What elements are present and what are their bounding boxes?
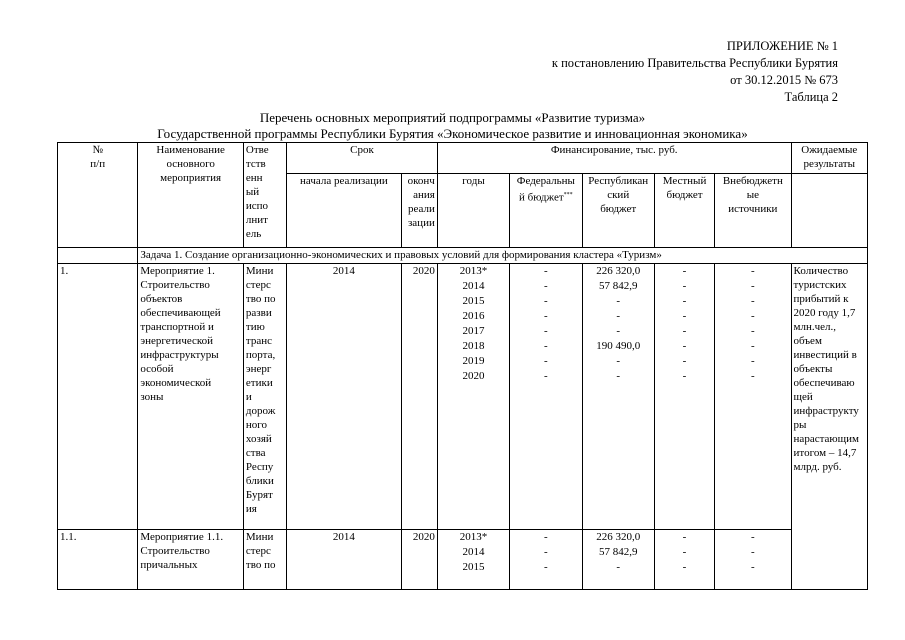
- offbudget-value: -: [751, 310, 755, 322]
- task-row: [58, 248, 868, 264]
- document-header: [552, 38, 838, 106]
- years-value: 2013*: [459, 265, 488, 277]
- local-value: -: [682, 370, 687, 382]
- offbudget-value: -: [751, 531, 755, 543]
- row-local: [654, 530, 714, 590]
- federal-value: -: [544, 340, 548, 352]
- republic-value: -: [616, 325, 621, 337]
- years-value: 2013*: [459, 531, 488, 543]
- offbudget-value: -: [751, 295, 755, 307]
- table-number: Таблица 2: [784, 90, 838, 104]
- years-value: 2016: [462, 310, 485, 322]
- local-value: -: [682, 561, 687, 573]
- col-header-term: Срок: [287, 143, 438, 174]
- resolution-ref: к постановлению Правительства Республики Бурятия: [551, 56, 838, 70]
- years-value: 2018: [462, 340, 485, 352]
- years-value: 2015: [462, 295, 485, 307]
- task-1-label: Задача 1. Создание организационно-экономических и правовых условий для формирования кластера «Туризм»: [138, 248, 868, 264]
- federal-value: -: [544, 355, 548, 367]
- row-num: 1.1.: [58, 530, 138, 590]
- federal-value: -: [544, 310, 548, 322]
- appendix-label: ПРИЛОЖЕНИЕ № 1: [726, 39, 838, 53]
- row-federal: [510, 530, 582, 590]
- col-header-local: Местный бюджет: [654, 174, 714, 248]
- republic-value: -: [616, 355, 621, 367]
- years-value: 2020: [462, 370, 485, 382]
- years-value: 2019: [462, 355, 485, 367]
- federal-value: -: [544, 531, 548, 543]
- row-measure-name: Мероприятие 1. Строительство объектов обеспечивающей транспортной и энергетической инфраструктуры особой экономической зоны: [138, 264, 244, 530]
- row-federal: [510, 264, 582, 530]
- local-value: -: [682, 295, 687, 307]
- federal-value: -: [544, 295, 548, 307]
- row-num: 1.: [58, 264, 138, 530]
- col-header-results: Ожидаемые результаты: [791, 143, 867, 174]
- republic-value: 190 490,0: [596, 340, 641, 352]
- row-offbudget: [715, 530, 791, 590]
- republic-value: -: [616, 561, 621, 573]
- row-republic: [582, 530, 654, 590]
- federal-value: -: [544, 546, 548, 558]
- doc-title-line1: Перечень основных мероприятий подпрограммы «Развитие туризма»: [259, 110, 646, 125]
- offbudget-value: -: [751, 355, 755, 367]
- republic-value: -: [616, 295, 621, 307]
- row-republic: [582, 264, 654, 530]
- offbudget-value: -: [751, 265, 755, 277]
- resolution-date: от 30.12.2015 № 673: [730, 73, 838, 87]
- row-responsible: Мини стерс тво по разви тию транс порта, энерг етики и дорож ного хозяй ства Респу блики Бурят ия: [243, 264, 286, 530]
- local-value: -: [682, 355, 687, 367]
- row-term-start: 2014: [287, 530, 402, 590]
- row-responsible: Мини стерс тво по: [243, 530, 286, 590]
- republic-value: 57 842,9: [598, 280, 638, 292]
- col-header-finance: Финансирование, тыс. руб.: [437, 143, 791, 174]
- row-term-end: 2020: [401, 264, 437, 530]
- col-header-term-end: оконч ания реали зации: [401, 174, 437, 248]
- col-header-results-blank: [791, 174, 867, 248]
- offbudget-value: -: [751, 340, 755, 352]
- doc-title-line2: Государственной программы Республики Бурятия «Экономическое развитие и инновационная экономика»: [157, 126, 748, 141]
- col-header-term-start: начала реализации: [287, 174, 402, 248]
- republic-value: 57 842,9: [598, 546, 638, 558]
- years-value: 2017: [462, 325, 485, 337]
- offbudget-value: -: [751, 561, 755, 573]
- years-value: 2015: [462, 561, 485, 573]
- row-term-start: 2014: [287, 264, 402, 530]
- local-value: -: [682, 531, 687, 543]
- col-header-federal: Федеральны й бюджет***: [510, 174, 582, 248]
- col-header-years: годы: [437, 174, 509, 248]
- offbudget-value: -: [751, 325, 755, 337]
- row-expected-result: Количество туристских прибытий к 2020 году 1,7 млн.чел., объем инвестиций в объекты обеспечиваю щей инфраструкту ры нарастающим итогом – 14,7 млрд. руб.: [791, 264, 867, 590]
- row-measure-name: Мероприятие 1.1. Строительство причальных: [138, 530, 244, 590]
- republic-value: -: [616, 370, 621, 382]
- table-row: [58, 530, 868, 590]
- table-row: [58, 264, 868, 530]
- footnote-mark: ***: [563, 192, 573, 198]
- republic-value: 226 320,0: [596, 265, 641, 277]
- row-offbudget: [715, 264, 791, 530]
- federal-value: -: [544, 265, 548, 277]
- local-value: -: [682, 325, 687, 337]
- col-header-responsible: Отве тств енн ый испо лнит ель: [243, 143, 286, 248]
- offbudget-value: -: [751, 370, 755, 382]
- row-local: [654, 264, 714, 530]
- years-value: 2014: [462, 546, 485, 558]
- federal-value: -: [544, 370, 548, 382]
- local-value: -: [682, 546, 687, 558]
- federal-value: -: [544, 561, 548, 573]
- col-header-offbudget: Внебюджетн ые источники: [715, 174, 791, 248]
- header-row-1: [58, 143, 868, 174]
- local-value: -: [682, 280, 687, 292]
- col-header-num: № п/п: [58, 143, 138, 248]
- federal-value: -: [544, 280, 548, 292]
- row-term-end: 2020: [401, 530, 437, 590]
- offbudget-value: -: [751, 546, 755, 558]
- republic-value: 226 320,0: [596, 531, 641, 543]
- row-years: [437, 264, 509, 530]
- measures-table: [57, 142, 868, 590]
- local-value: -: [682, 265, 687, 277]
- col-header-republic: Республикан ский бюджет: [582, 174, 654, 248]
- years-value: 2014: [462, 280, 485, 292]
- task-num-blank: [58, 248, 138, 264]
- offbudget-value: -: [751, 280, 755, 292]
- local-value: -: [682, 340, 687, 352]
- local-value: -: [682, 310, 687, 322]
- col-header-name: Наименование основного мероприятия: [138, 143, 244, 248]
- row-years: [437, 530, 509, 590]
- republic-value: -: [616, 310, 621, 322]
- federal-value: -: [544, 325, 548, 337]
